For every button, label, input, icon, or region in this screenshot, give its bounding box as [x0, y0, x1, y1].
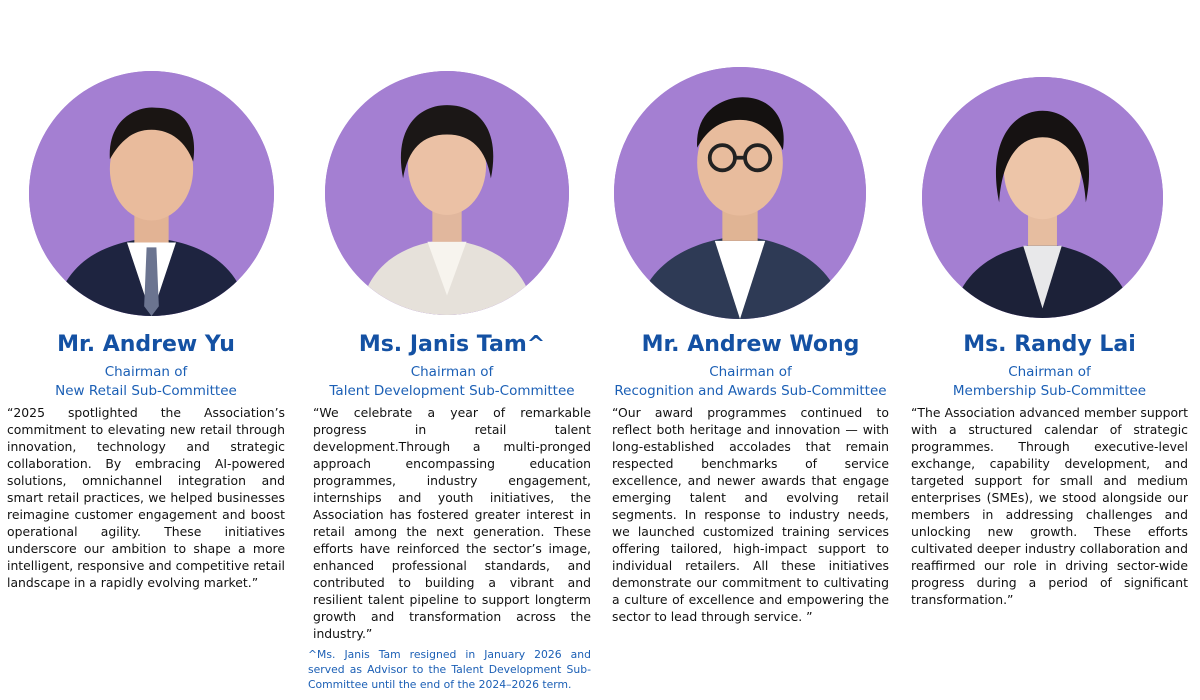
- committee-role: [612, 363, 889, 401]
- person-name: Mr. Andrew Yu: [57, 332, 235, 357]
- person-name: Mr. Andrew Wong: [641, 332, 860, 357]
- committee-name: New Retail Sub-Committee: [55, 383, 237, 399]
- role-title: Chairman of: [1008, 364, 1091, 380]
- committee-name: Membership Sub-Committee: [952, 383, 1147, 399]
- role-title: Chairman of: [104, 364, 188, 380]
- role-title: Chairman of: [709, 364, 792, 380]
- chairman-quote: “We celebrate a year of remarkable progress in retail talent development.Through a multi-pronged approach encompassing education programmes, industry engagement, internships and youth initiatives, the Association has fostered greater interest in retail among the next generation. These efforts have reinforced the sector’s image, enhanced professional standards, and contributed to building a vibrant and resilient talent pipeline to support longterm growth and transformation across the industry.”: [313, 405, 591, 641]
- resignation-footnote: ^Ms. Janis Tam resigned in January 2026 and served as Advisor to the Talent Development Sub-Committee until the end of the 2024–2026 term.: [308, 648, 591, 691]
- profile-andrew-wong: [612, 0, 889, 700]
- portrait-silhouette-icon: [29, 71, 274, 316]
- committee-name: Talent Development Sub-Committee: [329, 383, 575, 399]
- committee-role: [7, 363, 285, 401]
- profile-andrew-yu: [7, 0, 285, 700]
- chairman-quote: “2025 spotlighted the Association’s commitment to elevating new retail through innovation, technology and strategic collaboration. By embracing AI-powered solutions, omnichannel integration and smart retail practices, we helped businesses reimagine customer engagement and boost operational agility. These initiatives underscore our ambition to shape a more intelligent, responsive and competitive retail landscape in a rapidly evolving market.”: [7, 405, 285, 590]
- portrait-silhouette-icon: [614, 67, 866, 319]
- portrait-photo-andrew-yu: [29, 71, 274, 316]
- committee-role: [911, 363, 1188, 401]
- portrait-photo-randy-lai: [922, 77, 1163, 318]
- committee-role: [313, 363, 591, 401]
- portrait-photo-janis-tam: [325, 71, 569, 315]
- committee-name: Recognition and Awards Sub-Committee: [614, 383, 887, 399]
- profile-randy-lai: [911, 0, 1188, 700]
- profile-janis-tam: [313, 0, 591, 700]
- chairman-quote: “The Association advanced member support with a structured calendar of strategic programmes. Through executive-level exchange, capability development, and targeted support for small and medium enterprises (SMEs), we stood alongside our members in addressing challenges and unlocking new growth. These efforts cultivated deeper industry collaboration and reaffirmed our role in driving sector-wide progress during a period of significant transformation.”: [911, 405, 1188, 607]
- role-title: Chairman of: [410, 364, 494, 380]
- person-name: Ms. Janis Tam^: [358, 332, 546, 357]
- person-name: Ms. Randy Lai: [963, 332, 1136, 357]
- chairman-quote: “Our award programmes continued to reflect both heritage and innovation — with long-established accolades that remain respected benchmarks of service excellence, and newer awards that engage emerging talent and evolving retail segments. In response to industry needs, we launched customized training services offering tailored, high-impact support to individual retailers. All these initiatives demonstrate our commitment to cultivating a culture of excellence and empowering the sector to lead through service. ”: [612, 405, 889, 624]
- portrait-photo-andrew-wong: [614, 67, 866, 319]
- portrait-silhouette-icon: [325, 71, 569, 315]
- portrait-silhouette-icon: [922, 77, 1163, 318]
